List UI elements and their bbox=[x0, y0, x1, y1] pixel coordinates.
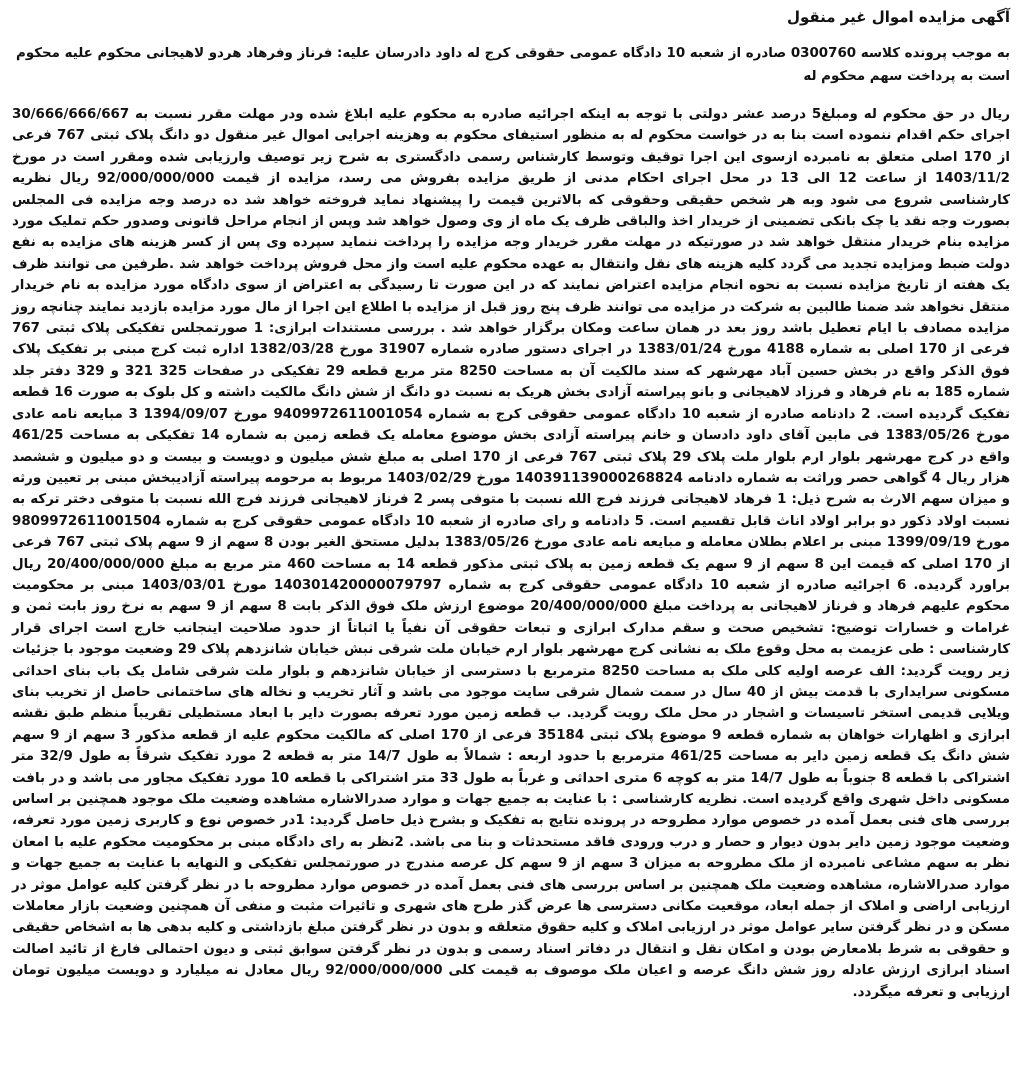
notice-title: آگهی مزایده اموال غیر منقول bbox=[786, 8, 1010, 26]
notice-body: ریال در حق محکوم له ومبلغ5 درصد عشر دولتی با توجه به اینکه اجرائیه صادره به محکوم علیه ابلاغ شده ودر مهلت مقرر نسبت به 30/666/666/667 اجرای حکم اقدام ننموده است بنا به در خواست محکوم له به منظور استیفای محکوم به وهزینه اجرایی اموال غیر منقول دو دانگ پلاک ثبتی 767 فرعی از 170 اصلی متعلق به نامبرده ازسوی این اجرا توقیف وتوسط کارشناس رسمی دادگستری به شرح زیر توصیف وارزیابی شده ومقرر است در مورخ 1403/11/2 از ساعت 12 الی 13 در محل اجرای احکام مدنی از طریق مزایده بفروش می رسد، مزایده از قیمت 92/000/000/000 ریال نظریه کارشناسی شروع می شود وبه هر شخص حقیقی وحقوقی که بالاترین قیمت را پیشنهاد نماید فروخته خواهد شد ده درصد وجه مزایده فی المجلس بصورت وجه نقد یا چک بانکی تضمینی از خریدار اخذ والباقی ظرف یک ماه از وی وصول خواهد شد وپس از انجام مراحل قانونی وصدور حکم تملیک مورد مزایده بنام خریدار منتقل خواهد شد در صورتیکه در مهلت مقرر خریدار وجه مزایده را پرداخت ننماید سپرده وی پس از کسر هزینه های مزایده به نفع دولت ضبط ومزایده تجدید می گردد کلیه هزینه های نقل وانتقال به عهده محکوم علیه است واز محل فروش پرداخت خواهد شد .طرفین می توانند ظرف یک هفته از تاریخ مزایده نسبت به نحوه انجام مزایده اعتراض نمایند که در این صورت تا رسیدگی به اعتراض از سوی دادگاه مورد مزایده به نام خریدار منتقل نخواهد شد ضمنا طالبین به شرکت در مزایده می توانند ظرف پنج روز قبل از مزایده با اطلاع این اجرا از مال مورد مزایده بازدید نمایند چنانچه روز مزایده مصادف با ایام تعطیل باشد روز بعد در همان ساعت ومکان برگزار خواهد شد . بررسی مستندات ابرازی: 1 صورتمجلس تفکیکی پلاک ثبتی 767 فرعی از 170 اصلی به شماره 4188 مورخ 1383/01/24 در اجرای دستور صادره شماره 31907 مورخ 1382/03/28 اداره ثبت کرج مبنی بر تفکیک پلاک فوق الذکر واقع در بخش حسین آباد مهرشهر که سند مالکیت آن به مساحت 8250 متر مربع قطعه 29 تفکیکی در صفحات 325 321 و 329 دفتر جلد شماره 185 به نام فرهاد و فرزاد لاهیجانی و بانو پیراسته آزادی بخش هریک به نسبت دو دانگ از شش دانگ مالکیت داشته و کل بلوک به صورت 16 قطعه تفکیک گردیده است. 2 دادنامه صادره از شعبه 10 دادگاه عمومی حقوقی کرج به شماره 9409972611001054 مورخ 1394/09/07 3 مبایعه نامه عادی مورخ 1383/05/26 فی مابین آقای داود دادسان و خانم پیراسته آزادی بخش موضوع معامله یک قطعه زمین به شماره 14 تفکیکی به مساحت 461/25 واقع در کرج مهرشهر بلوار ارم بلوار ملت پلاک 29 پلاک ثبتی 767 فرعی از 170 اصلی به مبلغ شش میلیون و دویست و بیست و دو میلیون و ششصد هزار ریال 4 گواهی حصر وراثت به شماره دادنامه 140391139000268824 مورخ 1403/02/29 مربوط به مرحومه پیراسته آزادیبخش مبنی بر تعیین ورثه و میزان سهم الارث به شرح ذیل: 1 فرهاد لاهیجانی فرزند فرج الله نسبت با متوفی پسر 2 فرناز لاهیجانی فرزند فرج الله نسبت با متوفی دختر ترکه به نسبت اولاد ذکور دو برابر اولاد اناث قابل تقسیم است. 5 دادنامه و رای صادره از شعبه 10 دادگاه عمومی حقوقی کرج به شماره 9809972611001504 مورخ 1399/09/19 مبنی بر اعلام بطلان معامله و مبایعه نامه عادی مورخ 1383/05/26 بدلیل مستحق الغیر بودن 8 سهم از 9 سهم پلاک ثبتی 767 فرعی از 170 اصلی که قیمت این 8 سهم از 9 سهم یک قطعه زمین به پلاک ثبتی مذکور قطعه 14 به مساحت 460 متر مربع به مبلغ 20/400/000/000 ریال براورد گردیده. 6 اجرائیه صادره از شعبه 10 دادگاه عمومی حقوقی کرج به شماره 140301420000079797 مورخ 1403/03/01 مبنی بر محکومیت محکوم علیهم فرهاد و فرناز لاهیجانی به پرداخت مبلغ 20/400/000/000 موضوع ارزش ملک فوق الذکر بابت 8 سهم از 9 سهم به نرخ روز بابت ثمن و غرامات و خسارات توضیح: تشخیص صحت و سقم مدارک ابرازی و تبعات حقوقی آن نفیاً یا اثباتاً از حدود صلاحیت اینجانب خارج است اجرای قرار کارشناسی : طی عزیمت به محل وقوع ملک به نشانی کرج مهرشهر بلوار ارم خیابان ملت شرقی نبش خیابان شانزدهم پلاک 29 وضعیت موجود با جزئیات زیر رویت گردید: الف عرصه اولیه کلی ملک به مساحت 8250 مترمربع با دسترسی از خیابان شانزدهم و بلوار ملت شرقی شامل یک باب بنای احداثی مسکونی سرایداری با قدمت بیش از 40 سال در سمت شمال شرقی سایت موجود می باشد و آثار تخریب و نخاله های ساختمانی حاصل از تخریب بنای ویلایی قدیمی استخر تاسیسات و اشجار در محل ملک رویت گردید. ب قطعه زمین مورد تعرفه بصورت دایر با ابعاد مستطیلی تقریباً منظم طبق نقشه ابرازی و اظهارات خواهان به شماره قطعه 9 موضوع پلاک ثبتی 35184 فرعی از 170 اصلی که مالکیت محکوم علیه از قطعه مذکور 3 سهم از 9 سهم شش دانگ یک قطعه زمین دایر به مساحت 461/25 مترمربع با حدود اربعه : شمالاً به طول 14/7 متر به قطعه 2 مورد تفکیک شرقاً به طول 32/9 متر اشتراکی با قطعه 8 جنوباً به طول 14/7 متر به کوچه 6 متری احداثی و غرباً به طول 33 متر اشتراکی با قطعه 10 مورد تفکیک مجاور می باشد و در بافت مسکونی داخل شهری واقع گردیده است. نظریه کارشناسی : با عنایت به جمیع جهات و موارد صدرالاشاره مشاهده وضعیت ملک موجود همچنین بر اساس بررسی های فنی بعمل آمده در خصوص موارد مطروحه در پرونده نتایج به تفکیک و بشرح ذیل حاصل گردید: 1در خصوص نوع و کاربری زمین مورد تعرفه، وضعیت موجود زمین دایر بدون دیوار و حصار و درب ورودی فاقد مستحدثات و بنا می باشد. 2نظر به رای دادگاه مبنی بر محکومیت محکوم علیه با امعان نظر به سهم مشاعی نامبرده از ملک مطروحه به میزان 3 سهم از 9 سهم کل عرصه مندرج در صورتمجلس تفکیکی و النهایه با عنایت به جمیع جهات و موارد صدرالاشاره، مشاهده وضعیت ملک همچنین بر اساس بررسی های فنی بعمل آمده در خصوص موارد مطروحه با در نظر گرفتن کلیه عوامل موثر در ارزیابی اراضی و املاک از جمله ابعاد، موقعیت مکانی دسترسی ها عرض گذر طرح های شهری و تاثیرات مثبت و منفی آن همچنین وضعیت بازار معاملات مسکن و در نظر گرفتن سایر عوامل موثر در ارزیابی املاک و کلیه حقوق متعلقه و بدون در نظر گرفتن مبلغ بازداشتی و کلیه بدهی ها به اشخاص حقیقی و حقوقی به شرط بلامعارض بودن و امکان نقل و انتقال در دفاتر اسناد رسمی و بدون در نظر گرفتن سوابق ثبتی و دیون احتمالی فارغ از تائید اصالت اسناد ابرازی ارزش عادله روز شش دانگ عرصه و اعیان ملک موصوف به قیمت کلی 92/000/000/000 ریال معادل نه میلیارد و دویست میلیون تومان ارزیابی و تعرفه میگردد. bbox=[12, 107, 1011, 1000]
notice-intro: به موجب پرونده کلاسه 0300760 صادره از شعبه 10 دادگاه عمومی حقوقی کرج له داود دادرسان علیه: فرناز وفرهاد هردو لاهیجانی محکوم علیه محکوم است به پرداخت سهم محکوم له bbox=[16, 46, 1010, 84]
